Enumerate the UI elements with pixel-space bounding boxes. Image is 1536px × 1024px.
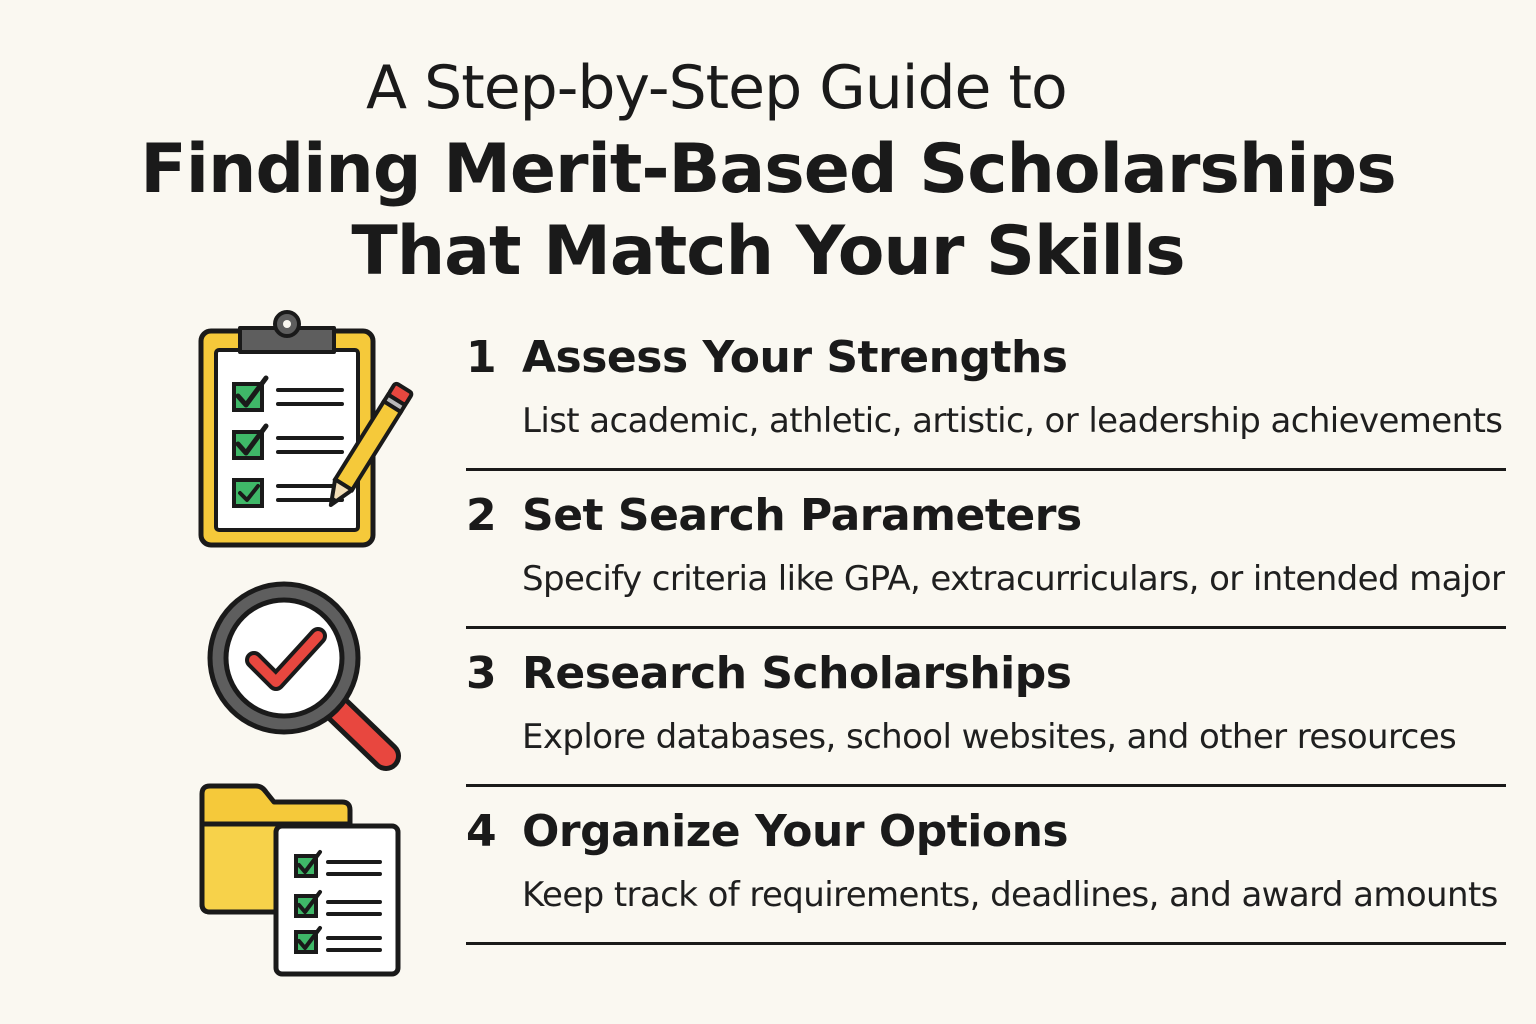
step-title: Set Search Parameters xyxy=(522,490,1082,541)
title-line-2: Finding Merit-Based Scholarships xyxy=(140,130,1396,209)
step-title: Assess Your Strengths xyxy=(522,332,1068,383)
step-description: List academic, athletic, artistic, or leadership achievements xyxy=(522,401,1503,441)
step-title: Organize Your Options xyxy=(522,806,1069,857)
magnifying-glass-check-icon xyxy=(202,574,406,774)
step-item xyxy=(466,636,1506,794)
step-divider xyxy=(466,626,1506,629)
step-item xyxy=(466,478,1506,636)
step-number: 1 xyxy=(466,332,497,383)
title-line-3: That Match Your Skills xyxy=(351,212,1185,291)
step-item xyxy=(466,320,1506,478)
step-description: Specify criteria like GPA, extracurriculars, or intended major xyxy=(522,559,1505,599)
title-line-1: A Step-by-Step Guide to xyxy=(366,53,1067,123)
step-divider xyxy=(466,784,1506,787)
folder-checklist-icon xyxy=(196,780,406,980)
step-divider xyxy=(466,468,1506,471)
steps-list xyxy=(466,320,1506,952)
step-divider xyxy=(466,942,1506,945)
step-description: Explore databases, school websites, and other resources xyxy=(522,717,1457,757)
step-title: Research Scholarships xyxy=(522,648,1072,699)
step-number: 4 xyxy=(466,806,497,857)
step-description: Keep track of requirements, deadlines, and award amounts xyxy=(522,875,1498,915)
step-item xyxy=(466,794,1506,952)
step-number: 2 xyxy=(466,490,497,541)
step-number: 3 xyxy=(466,648,497,699)
clipboard-checklist-pencil-icon xyxy=(196,306,432,550)
